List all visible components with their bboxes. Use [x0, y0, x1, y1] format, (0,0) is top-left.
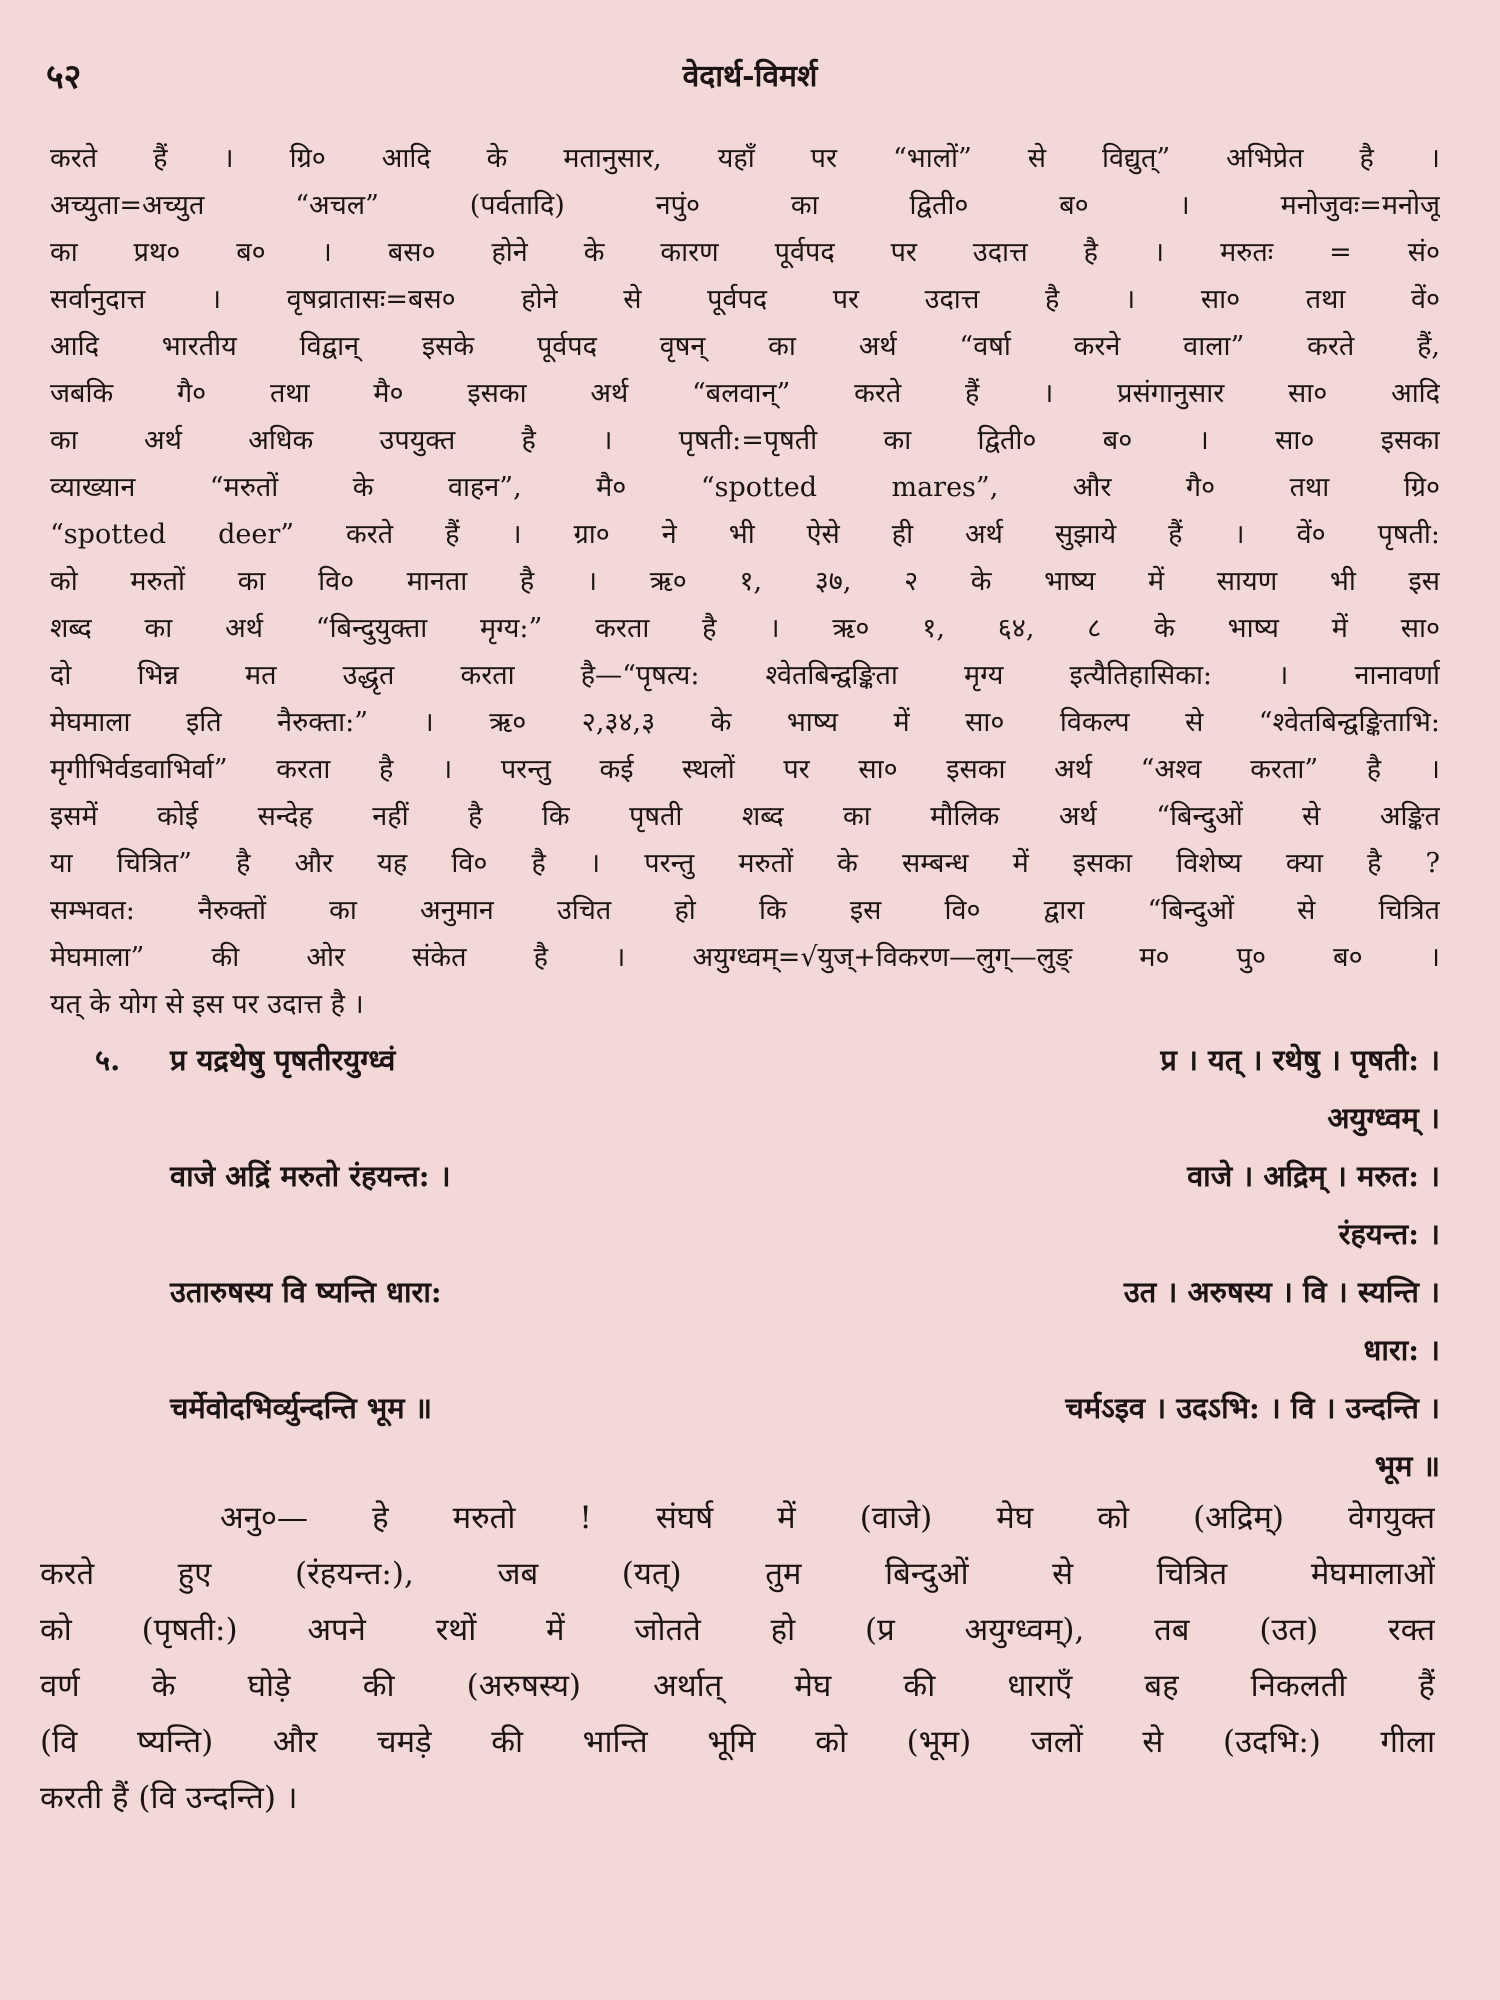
samhita-text: चर्मेवोदभिर्व्युन्दन्ति भूम ॥ — [170, 1391, 433, 1425]
pada-text: रंहयन्त: । — [1338, 1217, 1440, 1251]
pada-text: चर्मऽइव । उदऽभि: । वि । उन्दन्ति । — [1065, 1391, 1440, 1425]
commentary-line: दो भिन्न मत उद्धृत करता है—“पृषत्य: श्वेतबिन्द्वङ्किता मृग्य इत्यैतिहासिका: । नानावर्णा — [50, 660, 1440, 691]
commentary-paragraph — [50, 135, 1440, 1028]
commentary-line: यत् के योग से इस पर उदात्त है । — [50, 989, 364, 1020]
verse-number: ५. — [95, 1043, 121, 1077]
verse-row — [50, 1388, 1440, 1446]
samhita-text: उतारुषस्य वि ष्यन्ति धारा: — [170, 1275, 442, 1309]
pada-text: धारा: । — [1363, 1333, 1440, 1367]
verse-row — [50, 1272, 1440, 1330]
translation-line: अनु०— हे मरुतो ! संघर्ष में (वाजे) मेघ को (अद्रिम्) वेगयुक्त — [220, 1500, 1435, 1536]
verse-block — [50, 1040, 1440, 1504]
commentary-line: मेघमाला” की ओर संकेत है । अयुग्ध्वम्=√युज्+विकरण—लुग्—लुङ् म० पु० ब० । — [50, 942, 1440, 973]
commentary-line: सम्भवत: नैरुक्तों का अनुमान उचित हो कि इस वि० द्वारा “बिन्दुओं से चित्रित — [50, 895, 1440, 926]
translation-line: को (पृषती:) अपने रथों में जोतते हो (प्र अयुग्ध्वम्), तब (उत) रक्त — [40, 1612, 1435, 1648]
translation-paragraph — [40, 1490, 1435, 1826]
samhita-text: वाजे अद्रिं मरुतो रंहयन्त: । — [170, 1159, 451, 1193]
commentary-line: या चित्रित” है और यह वि० है । परन्तु मरुतों के सम्बन्ध में इसका विशेष्य क्या है ? — [50, 848, 1440, 879]
commentary-line: शब्द का अर्थ “बिन्दुयुक्ता मृग्य:” करता है । ऋ० १, ६४, ८ के भाष्य में सा० — [50, 613, 1440, 644]
verse-row — [50, 1098, 1440, 1156]
commentary-line: का प्रथ० ब० । बस० होने के कारण पूर्वपद पर उदात्त है । मरुतः = सं० — [50, 237, 1440, 268]
translation-line: करते हुए (रंहयन्त:), जब (यत्) तुम बिन्दुओं से चित्रित मेघमालाओं — [40, 1556, 1435, 1592]
translation-line: करती हैं (वि उन्दन्ति) । — [40, 1780, 298, 1816]
pada-text: अयुग्ध्वम् । — [1327, 1101, 1440, 1135]
samhita-text: प्र यद्रथेषु पृषतीरयुग्ध्वं — [170, 1043, 396, 1077]
pada-text: वाजे । अद्रिम् । मरुत: । — [1187, 1159, 1440, 1193]
commentary-line: अच्युता=अच्युत “अचल” (पर्वतादि) नपुं० का द्विती० ब० । मनोजुवः=मनोजू — [50, 190, 1440, 221]
translation-line: (वि ष्यन्ति) और चमड़े की भान्ति भूमि को (भूम) जलों से (उदभि:) गीला — [40, 1724, 1435, 1760]
page-number: ५२ — [46, 57, 82, 97]
commentary-line: सर्वानुदात्त । वृषव्रातासः=बस० होने से पूर्वपद पर उदात्त है । सा० तथा वें० — [50, 284, 1440, 315]
verse-row — [50, 1214, 1440, 1272]
commentary-line: मेघमाला इति नैरुक्ता:” । ऋ० २,३४,३ के भाष्य में सा० विकल्प से “श्वेतबिन्द्वङ्किताभि: — [50, 707, 1440, 738]
pada-text: भूम ॥ — [1374, 1449, 1440, 1483]
verse-row — [50, 1330, 1440, 1388]
pada-text: उत । अरुषस्य । वि । स्यन्ति । — [1123, 1275, 1440, 1309]
running-title: वेदार्थ-विमर्श — [682, 59, 818, 94]
commentary-line: जबकि गै० तथा मै० इसका अर्थ “बलवान्” करते हैं । प्रसंगानुसार सा० आदि — [50, 378, 1440, 409]
translation-line: वर्ण के घोड़े की (अरुषस्य) अर्थात् मेघ की धाराएँ बह निकलती हैं — [40, 1668, 1435, 1704]
commentary-line: का अर्थ अधिक उपयुक्त है । पृषती:=पृषती का द्विती० ब० । सा० इसका — [50, 425, 1440, 456]
commentary-line: मृगीभिर्वडवाभिर्वा” करता है । परन्तु कई स्थलों पर सा० इसका अर्थ “अश्व करता” है । — [50, 754, 1440, 785]
commentary-line: को मरुतों का वि० मानता है । ऋ० १, ३७, २ के भाष्य में सायण भी इस — [50, 566, 1440, 597]
verse-row — [50, 1040, 1440, 1098]
commentary-line: व्याख्यान “मरुतों के वाहन”, मै० “spotted mares”, और गै० तथा ग्रि० — [50, 472, 1440, 503]
verse-row — [50, 1156, 1440, 1214]
pada-text: प्र । यत् । रथेषु । पृषती: । — [1160, 1043, 1440, 1077]
commentary-line: आदि भारतीय विद्वान् इसके पूर्वपद वृषन् का अर्थ “वर्षा करने वाला” करते हैं, — [50, 331, 1440, 362]
commentary-line: करते हैं । ग्रि० आदि के मतानुसार, यहाँ पर “भालों” से विद्युत्” अभिप्रेत है । — [50, 143, 1440, 174]
commentary-line: इसमें कोई सन्देह नहीं है कि पृषती शब्द का मौलिक अर्थ “बिन्दुओं से अङ्कित — [50, 801, 1440, 832]
commentary-line: “spotted deer” करते हैं । ग्रा० ने भी ऐसे ही अर्थ सुझाये हैं । वें० पृषती: — [50, 519, 1440, 550]
